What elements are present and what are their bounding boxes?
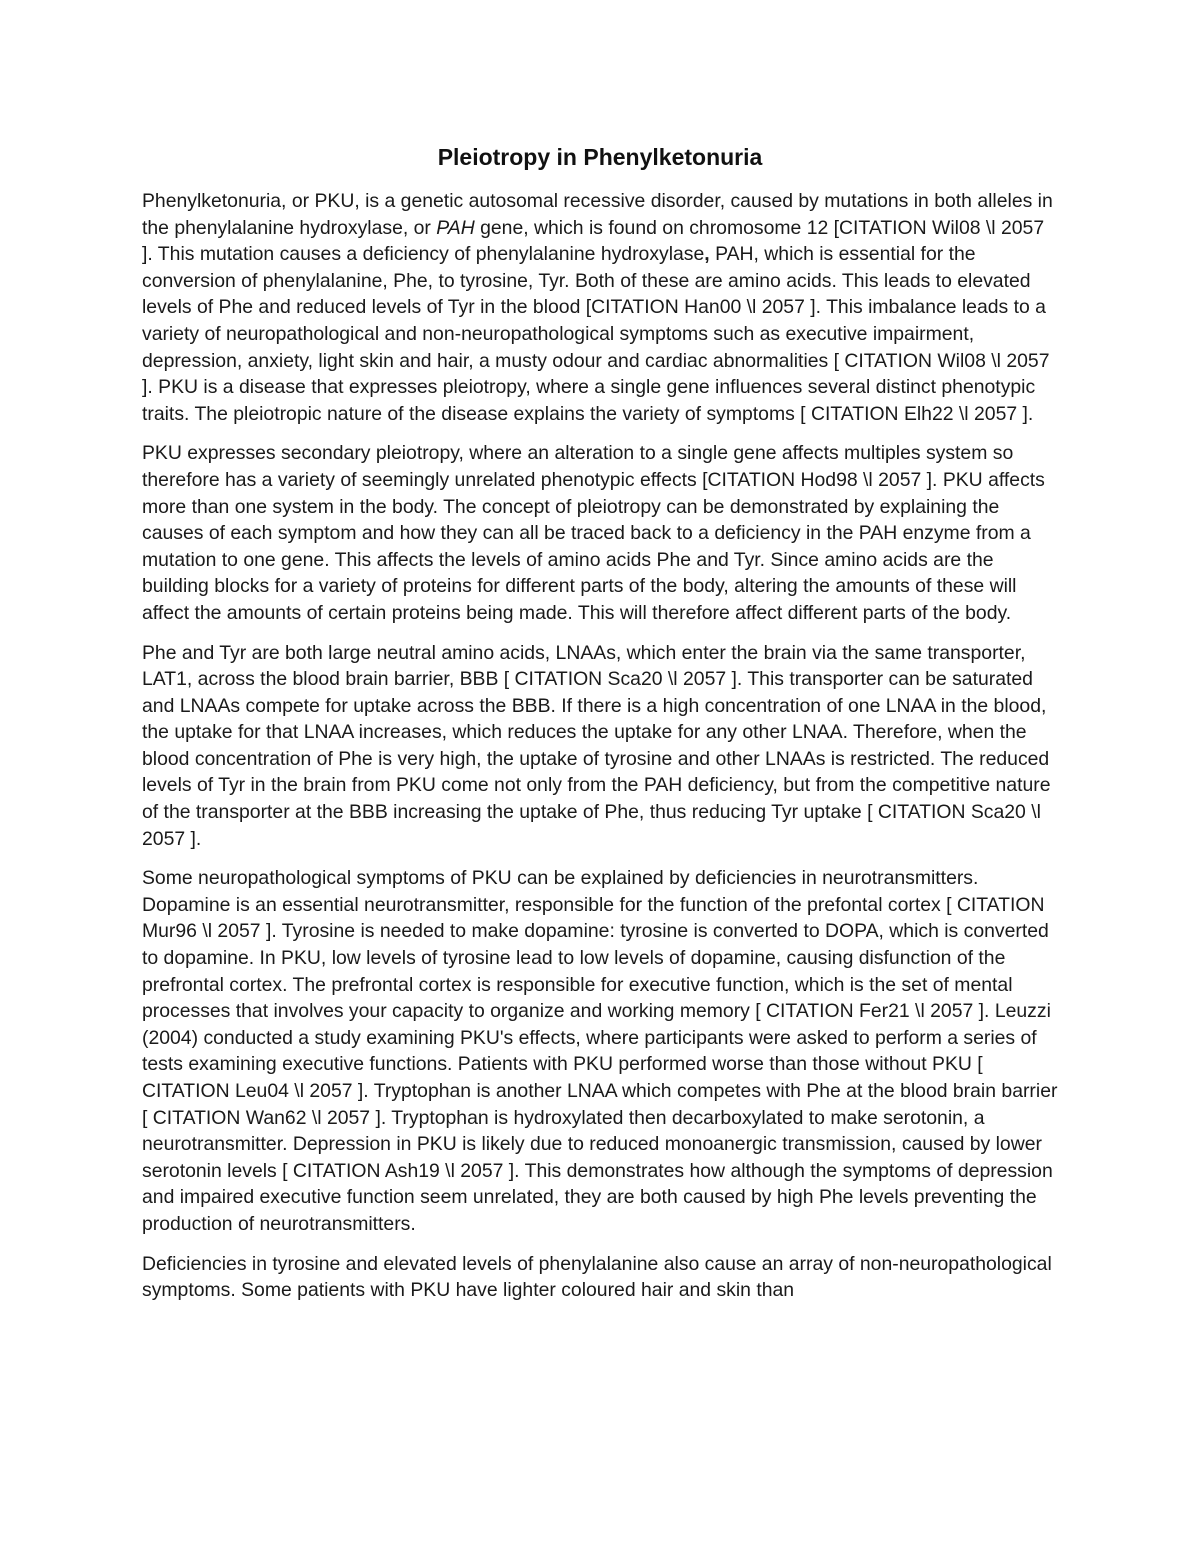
paragraph-1-text-e: PAH, which is essential for the conversion of phenylalanine, Phe, to tyrosine, Tyr. Both of these are amino acids. This leads to elevated levels of Phe and reduced levels of Tyr in the blood [CITATION Han00 \l 2057 ]. This imbalance leads to a variety of neuropathological and non-neuropathological symptoms such as executive impairment, depression, anxiety, light skin and hair, a musty odour and cardiac abnormalities [ CITATION Wil08 \l 2057 ]. PKU is a disease that expresses pleiotropy, where a single gene influences several distinct phenotypic traits. The pleiotropic nature of the disease explains the variety of symptoms [ CITATION Elh22 \l 2057 ]. <box>142 243 1050 425</box>
paragraph-5: Deficiencies in tyrosine and elevated levels of phenylalanine also cause an array of non-neuropathological symptoms. Some patients with PKU have lighter coloured hair and skin than <box>142 1252 1052 1302</box>
document-title: Pleiotropy in Phenylketonuria <box>437 144 763 170</box>
document-body <box>142 140 1058 1317</box>
paragraph-1-text-c: gene, which is found on chromosome 12 [CITATION Wil08 \l 2057 ]. This mutation causes a deficiency of phenylalanine hydroxylase <box>142 216 1045 266</box>
paragraph-1-bold-comma: , <box>704 243 710 266</box>
paragraph-3: Phe and Tyr are both large neutral amino acids, LNAAs, which enter the brain via the same transporter, LAT1, across the blood brain barrier, BBB [ CITATION Sca20 \l 2057 ]. This transporter can be saturated and LNAAs compete for uptake across the BBB. If there is a high concentration of one LNAA in the blood, the uptake for that LNAA increases, which reduces the uptake for any other LNAA. Therefore, when the blood concentration of Phe is very high, the uptake of tyrosine and other LNAAs is restricted. The reduced levels of Tyr in the brain from PKU come not only from the PAH deficiency, but from the competitive nature of the transporter at the BBB increasing the uptake of Phe, thus reducing Tyr uptake [ CITATION Sca20 \l 2057 ]. <box>142 641 1051 850</box>
paragraph-2: PKU expresses secondary pleiotropy, where an alteration to a single gene affects multiples system so therefore has a variety of seemingly unrelated phenotypic effects [CITATION Hod98 \l 2057 ]. PKU affects more than one system in the body. The concept of pleiotropy can be demonstrated by explaining the causes of each symptom and how they can all be traced back to a deficiency in the PAH enzyme from a mutation to one gene. This affects the levels of amino acids Phe and Tyr. Since amino acids are the building blocks for a variety of proteins for different parts of the body, altering the amounts of these will affect the amounts of certain proteins being made. This will therefore affect different parts of the body. <box>142 442 1045 624</box>
paragraph-4: Some neuropathological symptoms of PKU can be explained by deficiencies in neurotransmitters. Dopamine is an essential neurotransmitter, responsible for the function of the prefontal cortex [ CITATION Mur96 \l 2057 ]. Tyrosine is needed to make dopamine: tyrosine is converted to DOPA, which is converted to dopamine. In PKU, low levels of tyrosine lead to low levels of dopamine, causing disfunction of the prefrontal cortex. The prefrontal cortex is responsible for executive function, which is the set of mental processes that involves your capacity to organize and working memory [ CITATION Fer21 \l 2057 ]. Leuzzi (2004) conducted a study examining PKU's effects, where participants were asked to perform a series of tests examining executive functions. Patients with PKU performed worse than those without PKU [ CITATION Leu04 \l 2057 ]. Tryptophan is another LNAA which competes with Phe at the blood brain barrier [ CITATION Wan62 \l 2057 ]. Tryptophan is hydroxylated then decarboxylated to make serotonin, a neurotransmitter. Depression in PKU is likely due to reduced monoanergic transmission, caused by lower serotonin levels [ CITATION Ash19 \l 2057 ]. This demonstrates how although the symptoms of depression and impaired executive function seem unrelated, they are both caused by high Phe levels preventing the production of neurotransmitters. <box>142 867 1058 1235</box>
paragraph-1-italic-gene: PAH <box>436 216 475 239</box>
paragraph-1 <box>142 188 1058 427</box>
paragraph-1-text-a: Phenylketonuria, or PKU, is a genetic autosomal recessive disorder, caused by mutations in both alleles in the phenylalanine hydroxylase, or <box>142 190 1053 239</box>
